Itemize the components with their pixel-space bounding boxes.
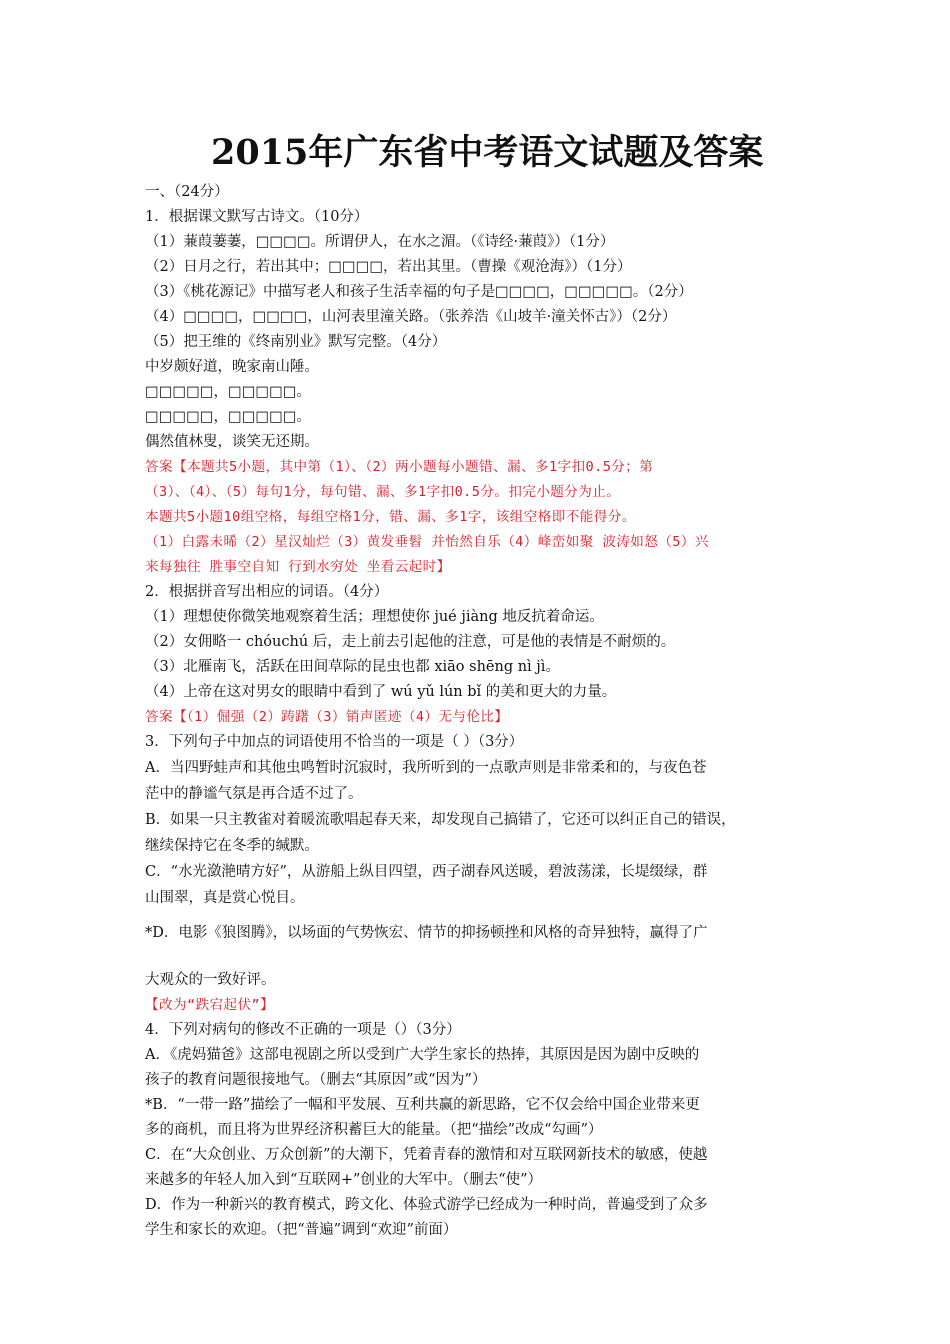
option-d-cont: 学生和家长的欢迎。（把“普遍”调到“欢迎”前面） bbox=[145, 1222, 458, 1238]
poem-line: □□□□□，□□□□□。 bbox=[145, 384, 311, 400]
answer-text: 答案【本题共5小题，其中第（1）、（2）两小题每小题错、漏、多1字扣0.5分；第 bbox=[145, 459, 654, 475]
option-b: B．如果一只主教雀对着暖流歌唱起春天来，却发现自己搞错了，它还可以纠正自己的错误， bbox=[145, 812, 736, 828]
question-2-item-2: （2）女佣略一 chóuchú 后，走上前去引起他的注意，可是他的表情是不耐烦的。 bbox=[145, 634, 676, 650]
option-d: *D．电影《狼图腾》，以场面的气势恢宏、情节的抑扬顿挫和风格的奇异独特，赢得了广 bbox=[145, 925, 708, 941]
question-2-item-4: （4）上帝在这对男女的眼睛中看到了 wú yǔ lún bǐ 的美和更大的力量。 bbox=[145, 684, 617, 700]
answer-text: 来每独往 胜事空自知 行到水穷处 坐看云起时】 bbox=[145, 559, 451, 575]
document-title: 2015年广东省中考语文试题及答案 bbox=[211, 132, 764, 173]
question-1-item-2: （2）日月之行，若出其中；□□□□，若出其里。（曹操《观沧海》）（1分） bbox=[145, 259, 632, 275]
question-1-stem: 1．根据课文默写古诗文。（10分） bbox=[145, 209, 369, 225]
option-b-cont: 继续保持它在冬季的缄默。 bbox=[145, 838, 319, 854]
option-c: C．“水光潋滟晴方好”，从游船上纵目四望，西子湖春风送暖，碧波荡漾，长堤缀绿，群 bbox=[145, 864, 708, 880]
question-1-item-3: （3）《桃花源记》中描写老人和孩子生活幸福的句子是□□□□，□□□□□。（2分） bbox=[145, 284, 693, 300]
section-heading: 一、（24分） bbox=[145, 184, 229, 200]
option-a-cont: 茫中的静谧气氛是再合适不过了。 bbox=[145, 786, 363, 802]
question-2-stem: 2．根据拼音写出相应的词语。（4分） bbox=[145, 584, 389, 600]
answer-text: 【改为“跌宕起伏”】 bbox=[145, 997, 275, 1013]
exam-document bbox=[145, 128, 815, 1243]
answer-text: （3）、（4）、（5）每句1分，每句错、漏、多1字扣0.5分。扣完小题分为止。 bbox=[145, 484, 621, 500]
question-2-item-1: （1）理想使你微笑地观察着生活；理想使你 jué jiàng 地反抗着命运。 bbox=[145, 609, 604, 625]
option-c-cont: 山围翠，真是赏心悦目。 bbox=[145, 890, 305, 906]
option-b: *B．“一带一路”描绘了一幅和平发展、互利共赢的新思路，它不仅会给中国企业带来更 bbox=[145, 1097, 700, 1113]
option-c-cont: 来越多的年轻人加入到“互联网+”创业的大军中。（删去“使”） bbox=[145, 1172, 543, 1188]
question-2-item-3: （3）北雁南飞，活跃在田间草际的昆虫也都 xiāo shēng nì jì。 bbox=[145, 659, 560, 675]
question-1-item-4: （4）□□□□，□□□□，山河表里潼关路。（张养浩《山坡羊·潼关怀古》）（2分） bbox=[145, 309, 677, 325]
option-a-cont: 孩子的教育问题很接地气。（删去“其原因”或“因为”） bbox=[145, 1072, 487, 1088]
answer-text: （1）白露未晞（2）星汉灿烂（3）黄发垂髫 并怡然自乐（4）峰峦如聚 波涛如怒（5）兴 bbox=[145, 534, 709, 550]
question-1-item-1: （1）蒹葭萋萋，□□□□。所谓伊人，在水之湄。（《诗经·蒹葭》）（1分） bbox=[145, 234, 615, 250]
option-b-cont: 多的商机，而且将为世界经济积蓄巨大的能量。（把“描绘”改成“勾画”） bbox=[145, 1122, 603, 1138]
poem-line: 偶然值林叟，谈笑无还期。 bbox=[145, 434, 319, 450]
option-a: A．《虎妈猫爸》这部电视剧之所以受到广大学生家长的热捧，其原因是因为剧中反映的 bbox=[145, 1047, 700, 1063]
question-4-stem: 4．下列对病句的修改不正确的一项是（）（3分） bbox=[145, 1022, 461, 1038]
question-3-stem: 3．下列句子中加点的词语使用不恰当的一项是（ ）（3分） bbox=[145, 734, 524, 750]
option-a: A．当四野蛙声和其他虫鸣暂时沉寂时，我所听到的一点歌声则是非常柔和的，与夜色苍 bbox=[145, 760, 707, 776]
poem-line: 中岁颇好道，晚家南山陲。 bbox=[145, 359, 319, 375]
option-d-cont: 大观众的一致好评。 bbox=[145, 972, 276, 988]
answer-text: 答案【（1）倔强（2）踌躇（3）销声匿迹（4）无与伦比】 bbox=[145, 709, 509, 725]
poem-line: □□□□□，□□□□□。 bbox=[145, 409, 311, 425]
option-c: C．在“大众创业、万众创新”的大潮下，凭着青春的激情和对互联网新技术的敏感，使越 bbox=[145, 1147, 708, 1163]
question-1-item-5: （5）把王维的《终南别业》默写完整。（4分） bbox=[145, 334, 447, 350]
answer-text: 本题共5小题10组空格，每组空格1分，错、漏、多1字，该组空格即不能得分。 bbox=[145, 509, 636, 525]
option-d: D．作为一种新兴的教育模式，跨文化、体验式游学已经成为一种时尚，普遍受到了众多 bbox=[145, 1197, 708, 1213]
